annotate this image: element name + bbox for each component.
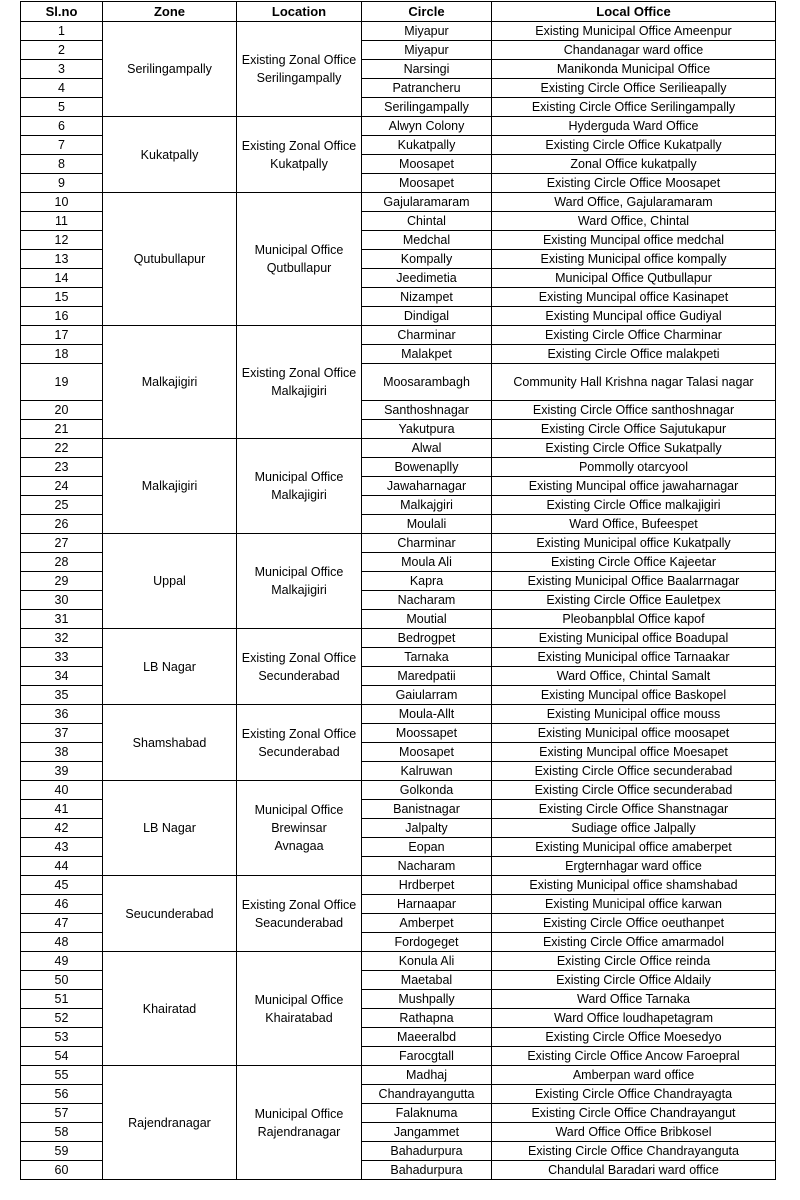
cell-local-office: Existing Municipal office amaberpet	[492, 838, 776, 857]
table-row	[21, 534, 776, 553]
cell-slno: 13	[21, 250, 103, 269]
cell-slno: 26	[21, 515, 103, 534]
cell-location	[237, 326, 362, 439]
cell-slno: 12	[21, 231, 103, 250]
cell-local-office: Ward Office, Chintal Samalt	[492, 667, 776, 686]
header-local-office: Local Office	[492, 2, 776, 22]
cell-slno: 49	[21, 952, 103, 971]
cell-location	[237, 781, 362, 876]
cell-slno: 44	[21, 857, 103, 876]
cell-slno: 28	[21, 553, 103, 572]
cell-local-office: Existing Circle Office Sukatpally	[492, 439, 776, 458]
cell-location	[237, 1066, 362, 1180]
header-circle: Circle	[362, 2, 492, 22]
cell-local-office: Ward Office, Bufeespet	[492, 515, 776, 534]
cell-zone: LB Nagar	[103, 629, 237, 705]
table-row	[21, 439, 776, 458]
location-line: Serilingampally	[256, 71, 342, 85]
cell-circle: Jawaharnagar	[362, 477, 492, 496]
cell-slno: 9	[21, 174, 103, 193]
cell-location	[237, 193, 362, 326]
cell-local-office: Amberpan ward office	[492, 1066, 776, 1085]
cell-local-office: Existing Circle Office malakpeti	[492, 345, 776, 364]
cell-local-office: Existing Circle Office oeuthanpet	[492, 914, 776, 933]
cell-zone: Khairatad	[103, 952, 237, 1066]
cell-circle: Narsingi	[362, 60, 492, 79]
cell-local-office: Existing Circle Office Aldaily	[492, 971, 776, 990]
cell-slno: 4	[21, 79, 103, 98]
cell-local-office: Existing Circle Office santhoshnagar	[492, 401, 776, 420]
cell-slno: 18	[21, 345, 103, 364]
header-location: Location	[237, 2, 362, 22]
cell-local-office: Existing Circle Office Chandrayangut	[492, 1104, 776, 1123]
cell-circle: Gaiularram	[362, 686, 492, 705]
location-line: Existing Zonal Office	[241, 366, 357, 380]
location-line: Seacunderabad	[254, 915, 344, 930]
table-row	[21, 1066, 776, 1085]
location-line: Municipal Office	[254, 1106, 344, 1121]
location-line: Municipal Office	[254, 992, 344, 1007]
cell-local-office: Existing Circle Office Chandrayagta	[492, 1085, 776, 1104]
cell-local-office: Existing Municipal office kompally	[492, 250, 776, 269]
cell-local-office: Existing Municipal office mouss	[492, 705, 776, 724]
cell-local-office: Existing Municipal office shamshabad	[492, 876, 776, 895]
cell-slno: 21	[21, 420, 103, 439]
cell-zone: Qutubullapur	[103, 193, 237, 326]
cell-slno: 19	[21, 364, 103, 401]
cell-slno: 8	[21, 155, 103, 174]
cell-circle: Madhaj	[362, 1066, 492, 1085]
cell-local-office: Existing Circle Office malkajigiri	[492, 496, 776, 515]
cell-circle: Kapra	[362, 572, 492, 591]
location-line: Municipal Office	[254, 470, 344, 484]
offices-table	[20, 1, 776, 1180]
location-line: Malkajigiri	[271, 488, 327, 502]
cell-location	[237, 117, 362, 193]
cell-slno: 47	[21, 914, 103, 933]
cell-local-office: Existing Municipal office Tarnaakar	[492, 648, 776, 667]
cell-circle: Bahadurpura	[362, 1161, 492, 1180]
cell-circle: Miyapur	[362, 41, 492, 60]
cell-slno: 23	[21, 458, 103, 477]
cell-slno: 40	[21, 781, 103, 800]
location-line: Qutbullapur	[266, 261, 332, 275]
cell-local-office: Existing Circle Office Charminar	[492, 326, 776, 345]
cell-zone: Rajendranagar	[103, 1066, 237, 1180]
cell-circle: Serilingampally	[362, 98, 492, 117]
cell-slno: 10	[21, 193, 103, 212]
cell-local-office: Existing Muncipal office Moesapet	[492, 743, 776, 762]
table-row	[21, 781, 776, 800]
cell-circle: Bedrogpet	[362, 629, 492, 648]
cell-local-office: Existing Circle Office Serilingampally	[492, 98, 776, 117]
location-line: Avnagaa	[274, 839, 324, 853]
cell-circle: Bowenaplly	[362, 458, 492, 477]
cell-slno: 22	[21, 439, 103, 458]
location-line: Existing Zonal Office	[241, 726, 357, 741]
cell-local-office: Existing Muncipal office jawaharnagar	[492, 477, 776, 496]
cell-local-office: Existing Circle Office reinda	[492, 952, 776, 971]
cell-circle: Malakpet	[362, 345, 492, 364]
cell-local-office: Existing Muncipal office Baskopel	[492, 686, 776, 705]
cell-local-office: Existing Muncipal office Gudiyal	[492, 307, 776, 326]
table-row	[21, 22, 776, 41]
cell-zone: Serilingampally	[103, 22, 237, 117]
cell-circle: Maredpatii	[362, 667, 492, 686]
cell-circle: Tarnaka	[362, 648, 492, 667]
cell-local-office: Existing Circle Office secunderabad	[492, 762, 776, 781]
cell-slno: 27	[21, 534, 103, 553]
cell-circle: Amberpet	[362, 914, 492, 933]
table-row	[21, 952, 776, 971]
cell-local-office: Pommolly otarcyool	[492, 458, 776, 477]
cell-circle: Kukatpally	[362, 136, 492, 155]
cell-slno: 34	[21, 667, 103, 686]
cell-local-office: Existing Muncipal office Kasinapet	[492, 288, 776, 307]
cell-circle: Dindigal	[362, 307, 492, 326]
cell-slno: 37	[21, 724, 103, 743]
cell-slno: 57	[21, 1104, 103, 1123]
cell-slno: 17	[21, 326, 103, 345]
cell-circle: Nacharam	[362, 591, 492, 610]
cell-slno: 41	[21, 800, 103, 819]
table-row	[21, 326, 776, 345]
table-row	[21, 117, 776, 136]
cell-circle: Fordogeget	[362, 933, 492, 952]
cell-local-office: Existing Circle Office Moosapet	[492, 174, 776, 193]
cell-circle: Charminar	[362, 534, 492, 553]
cell-circle: Yakutpura	[362, 420, 492, 439]
header-row	[21, 2, 776, 22]
cell-circle: Hrdberpet	[362, 876, 492, 895]
cell-local-office: Municipal Office Qutbullapur	[492, 269, 776, 288]
cell-local-office: Existing Circle Office secunderabad	[492, 781, 776, 800]
cell-circle: Jangammet	[362, 1123, 492, 1142]
cell-local-office: Hyderguda Ward Office	[492, 117, 776, 136]
cell-local-office: Existing Circle Office Chandrayanguta	[492, 1142, 776, 1161]
cell-slno: 54	[21, 1047, 103, 1066]
cell-local-office: Existing Circle Office Moesedyo	[492, 1028, 776, 1047]
cell-slno: 38	[21, 743, 103, 762]
cell-local-office: Zonal Office kukatpally	[492, 155, 776, 174]
cell-local-office: Existing Circle Office Eauletpex	[492, 591, 776, 610]
cell-slno: 11	[21, 212, 103, 231]
cell-slno: 39	[21, 762, 103, 781]
table-body	[21, 22, 776, 1180]
cell-circle: Medchal	[362, 231, 492, 250]
location-line: Malkajigiri	[271, 583, 327, 597]
cell-location	[237, 439, 362, 534]
cell-zone: Malkajigiri	[103, 326, 237, 439]
cell-slno: 1	[21, 22, 103, 41]
cell-circle: Maeeralbd	[362, 1028, 492, 1047]
cell-circle: Moosapet	[362, 155, 492, 174]
cell-slno: 7	[21, 136, 103, 155]
cell-slno: 16	[21, 307, 103, 326]
location-line: Municipal Office	[254, 803, 344, 817]
cell-circle: Nizampet	[362, 288, 492, 307]
cell-slno: 25	[21, 496, 103, 515]
cell-local-office: Existing Circle Office Ancow Faroepral	[492, 1047, 776, 1066]
cell-circle: Moulali	[362, 515, 492, 534]
cell-circle: Patrancheru	[362, 79, 492, 98]
location-line: Existing Zonal Office	[241, 650, 357, 665]
cell-circle: Jalpalty	[362, 819, 492, 838]
cell-local-office: Existing Municipal office Kukatpally	[492, 534, 776, 553]
cell-circle: Malkajgiri	[362, 496, 492, 515]
cell-local-office: Chandulal Baradari ward office	[492, 1161, 776, 1180]
cell-circle: Moula Ali	[362, 553, 492, 572]
header-slno: Sl.no	[21, 2, 103, 22]
table-row	[21, 705, 776, 724]
cell-slno: 56	[21, 1085, 103, 1104]
cell-location	[237, 952, 362, 1066]
cell-location	[237, 22, 362, 117]
location-line: Rajendranagar	[257, 1124, 341, 1139]
cell-circle: Farocgtall	[362, 1047, 492, 1066]
cell-local-office: Ward Office Tarnaka	[492, 990, 776, 1009]
location-line: Malkajigiri	[271, 384, 327, 398]
cell-slno: 52	[21, 1009, 103, 1028]
cell-circle: Maetabal	[362, 971, 492, 990]
cell-circle: Moosarambagh	[362, 364, 492, 401]
cell-slno: 46	[21, 895, 103, 914]
cell-slno: 35	[21, 686, 103, 705]
cell-zone: Malkajigiri	[103, 439, 237, 534]
cell-zone: Uppal	[103, 534, 237, 629]
cell-slno: 58	[21, 1123, 103, 1142]
cell-local-office: Existing Municipal Office Baalarrnagar	[492, 572, 776, 591]
location-line: Municipal Office	[254, 243, 344, 257]
cell-local-office: Ward Office, Chintal	[492, 212, 776, 231]
cell-slno: 29	[21, 572, 103, 591]
cell-slno: 60	[21, 1161, 103, 1180]
cell-circle: Moossapet	[362, 724, 492, 743]
cell-local-office: Existing Circle Office Sajutukapur	[492, 420, 776, 439]
cell-slno: 55	[21, 1066, 103, 1085]
location-line: Kukatpally	[270, 156, 328, 171]
cell-slno: 51	[21, 990, 103, 1009]
cell-circle: Harnaapar	[362, 895, 492, 914]
cell-local-office: Existing Circle Office Kajeetar	[492, 553, 776, 572]
cell-circle: Moosapet	[362, 174, 492, 193]
cell-zone: Kukatpally	[103, 117, 237, 193]
cell-location	[237, 705, 362, 781]
cell-location	[237, 876, 362, 952]
cell-local-office: Existing Municipal office moosapet	[492, 724, 776, 743]
cell-local-office: Ergternhagar ward office	[492, 857, 776, 876]
cell-local-office: Existing Circle Office Kukatpally	[492, 136, 776, 155]
cell-circle: Miyapur	[362, 22, 492, 41]
cell-circle: Chandrayangutta	[362, 1085, 492, 1104]
table-row	[21, 193, 776, 212]
cell-zone: LB Nagar	[103, 781, 237, 876]
cell-slno: 53	[21, 1028, 103, 1047]
location-line: Khairatabad	[265, 1010, 333, 1025]
cell-circle: Konula Ali	[362, 952, 492, 971]
cell-local-office: Community Hall Krishna nagar Talasi nagar	[492, 364, 776, 401]
cell-local-office: Existing Municipal Office Ameenpur	[492, 22, 776, 41]
cell-circle: Falaknuma	[362, 1104, 492, 1123]
cell-slno: 33	[21, 648, 103, 667]
cell-local-office: Chandanagar ward office	[492, 41, 776, 60]
cell-circle: Rathapna	[362, 1009, 492, 1028]
location-line: Existing Zonal Office	[241, 138, 357, 153]
cell-slno: 6	[21, 117, 103, 136]
cell-location	[237, 534, 362, 629]
cell-slno: 15	[21, 288, 103, 307]
cell-slno: 14	[21, 269, 103, 288]
cell-circle: Kalruwan	[362, 762, 492, 781]
cell-slno: 59	[21, 1142, 103, 1161]
cell-zone: Seucunderabad	[103, 876, 237, 952]
cell-local-office: Ward Office, Gajularamaram	[492, 193, 776, 212]
cell-local-office: Ward Office Office Bribkosel	[492, 1123, 776, 1142]
cell-slno: 45	[21, 876, 103, 895]
cell-circle: Jeedimetia	[362, 269, 492, 288]
cell-circle: Eopan	[362, 838, 492, 857]
cell-local-office: Existing Circle Office amarmadol	[492, 933, 776, 952]
cell-circle: Banistnagar	[362, 800, 492, 819]
cell-slno: 2	[21, 41, 103, 60]
cell-local-office: Existing Muncipal office medchal	[492, 231, 776, 250]
cell-slno: 20	[21, 401, 103, 420]
cell-slno: 48	[21, 933, 103, 952]
table-row	[21, 876, 776, 895]
cell-zone: Shamshabad	[103, 705, 237, 781]
cell-local-office: Manikonda Municipal Office	[492, 60, 776, 79]
header-zone: Zone	[103, 2, 237, 22]
cell-circle: Mushpally	[362, 990, 492, 1009]
location-line: Existing Zonal Office	[241, 53, 357, 67]
location-line: Existing Zonal Office	[241, 897, 357, 912]
cell-circle: Alwyn Colony	[362, 117, 492, 136]
cell-local-office: Sudiage office Jalpally	[492, 819, 776, 838]
cell-slno: 43	[21, 838, 103, 857]
cell-circle: Alwal	[362, 439, 492, 458]
cell-slno: 5	[21, 98, 103, 117]
cell-circle: Gajularamaram	[362, 193, 492, 212]
location-line: Secunderabad	[258, 668, 340, 683]
cell-local-office: Existing Circle Office Shanstnagar	[492, 800, 776, 819]
cell-slno: 31	[21, 610, 103, 629]
cell-circle: Bahadurpura	[362, 1142, 492, 1161]
cell-slno: 3	[21, 60, 103, 79]
cell-local-office: Existing Municipal office karwan	[492, 895, 776, 914]
cell-local-office: Pleobanpblal Office kapof	[492, 610, 776, 629]
cell-slno: 32	[21, 629, 103, 648]
cell-slno: 30	[21, 591, 103, 610]
cell-circle: Charminar	[362, 326, 492, 345]
location-line: Secunderabad	[258, 744, 340, 759]
cell-local-office: Existing Circle Office Serilieapally	[492, 79, 776, 98]
cell-local-office: Existing Municipal office Boadupal	[492, 629, 776, 648]
cell-slno: 24	[21, 477, 103, 496]
cell-circle: Santhoshnagar	[362, 401, 492, 420]
cell-location	[237, 629, 362, 705]
cell-slno: 42	[21, 819, 103, 838]
table-row	[21, 629, 776, 648]
cell-circle: Moula-Allt	[362, 705, 492, 724]
location-line: Municipal Office	[254, 565, 344, 579]
cell-circle: Chintal	[362, 212, 492, 231]
cell-circle: Moutial	[362, 610, 492, 629]
cell-circle: Golkonda	[362, 781, 492, 800]
cell-circle: Moosapet	[362, 743, 492, 762]
location-line: Brewinsar	[271, 821, 327, 835]
cell-slno: 50	[21, 971, 103, 990]
cell-local-office: Ward Office loudhapetagram	[492, 1009, 776, 1028]
cell-slno: 36	[21, 705, 103, 724]
cell-circle: Nacharam	[362, 857, 492, 876]
cell-circle: Kompally	[362, 250, 492, 269]
